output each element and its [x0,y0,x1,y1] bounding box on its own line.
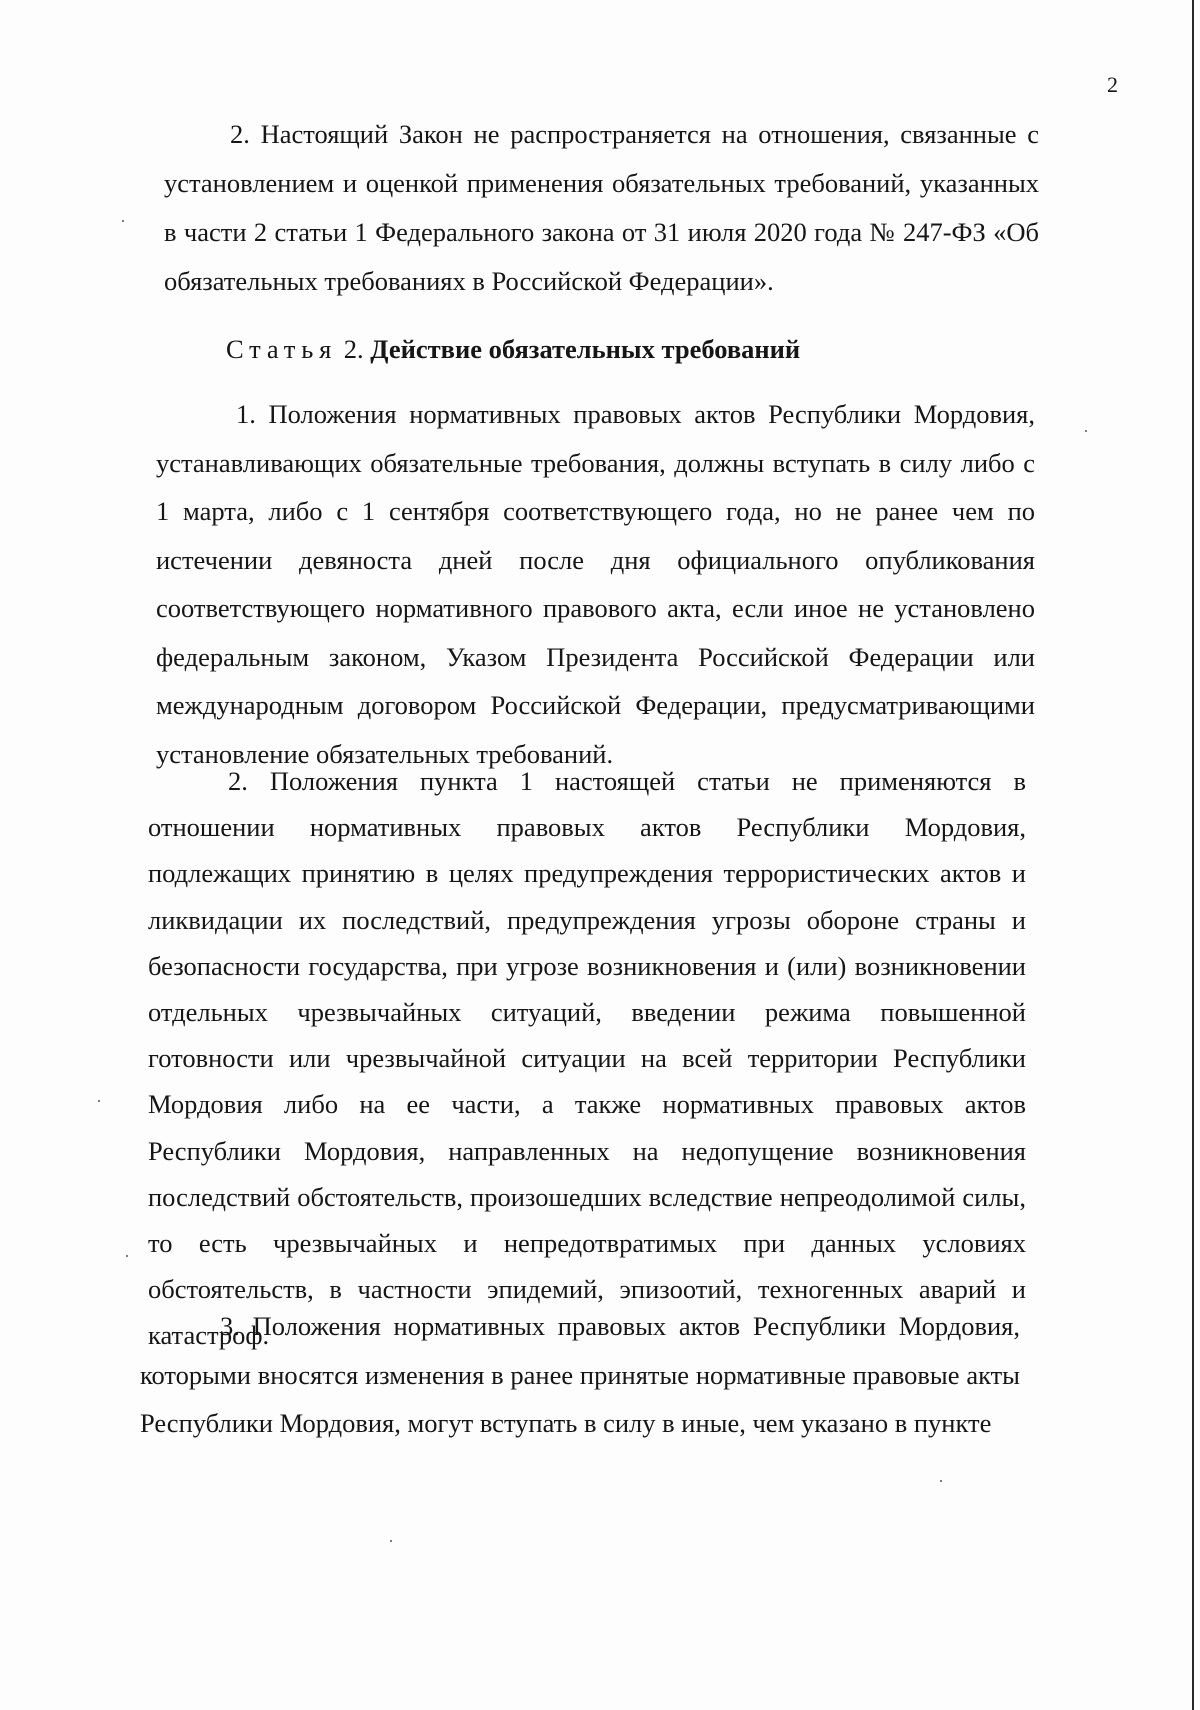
article-number: 2. [343,334,364,364]
article-2-paragraph-1: 1. Положения нормативных правовых актов Республики Мордовия, устанавливающих обязательные требования, должны вступать в силу либо с 1 марта, либо с 1 сентября соответствующего года, но не ранее чем по истечении девяноста дней после дня официального опубликования соответствующего нормативного правового акта, если иное не установлено федеральным законом, Указом Президента Российской Федерации или международным договором Российской Федерации, предусматривающими установление обязательных требований. [156,399,1035,769]
scan-speck [122,220,124,222]
scan-speck [126,1255,128,1257]
article-word: Статья [226,334,338,364]
article-2-paragraph-2: 2. Положения пункта 1 настоящей статьи не применяются в отношении нормативных правовых актов Республики Мордовия, подлежащих принятию в целях предупреждения террористических актов и ликвидации их последствий, предупреждения угрозы обороне страны и безопасности государства, при угрозе возникновения и (или) возникновении отдельных чрезвычайных ситуаций, введении режима повышенной готовности или чрезвычайной ситуации на всей территории Республики Мордовия либо на ее части, а также нормативных правовых актов Республики Мордовия, направленных на недопущение возникновения последствий обстоятельств, произошедших вследствие непреодолимой силы, то есть чрезвычайных и непредотвратимых при данных условиях обстоятельств, в частности эпидемий, эпизоотий, техногенных аварий и катастроф. [148,766,1026,1351]
paragraph-law-scope: 2. Настоящий Закон не распространяется на отношения, связанные с установлением и оценкой применения обязательных требований, указанных в части 2 статьи 1 Федерального закона от 31 июля 2020 года № 247-ФЗ «Об обязательных требованиях в Российской Федерации». [164,119,1039,296]
scan-speck [98,1100,100,1102]
article-2-heading [226,334,800,365]
article-2-paragraph-3: 3. Положения нормативных правовых актов Республики Мордовия, которыми вносятся изменения в ранее принятые нормативные правовые акты Республики Мордовия, могут вступать в силу в иные, чем указано в пункте [140,1311,1020,1438]
page-number: 2 [1107,72,1118,97]
scan-speck [390,1540,392,1542]
scan-speck [940,1480,942,1482]
scan-speck [1085,430,1087,432]
article-title: Действие обязательных требований [370,334,801,364]
scan-edge-line [1192,0,1194,1710]
